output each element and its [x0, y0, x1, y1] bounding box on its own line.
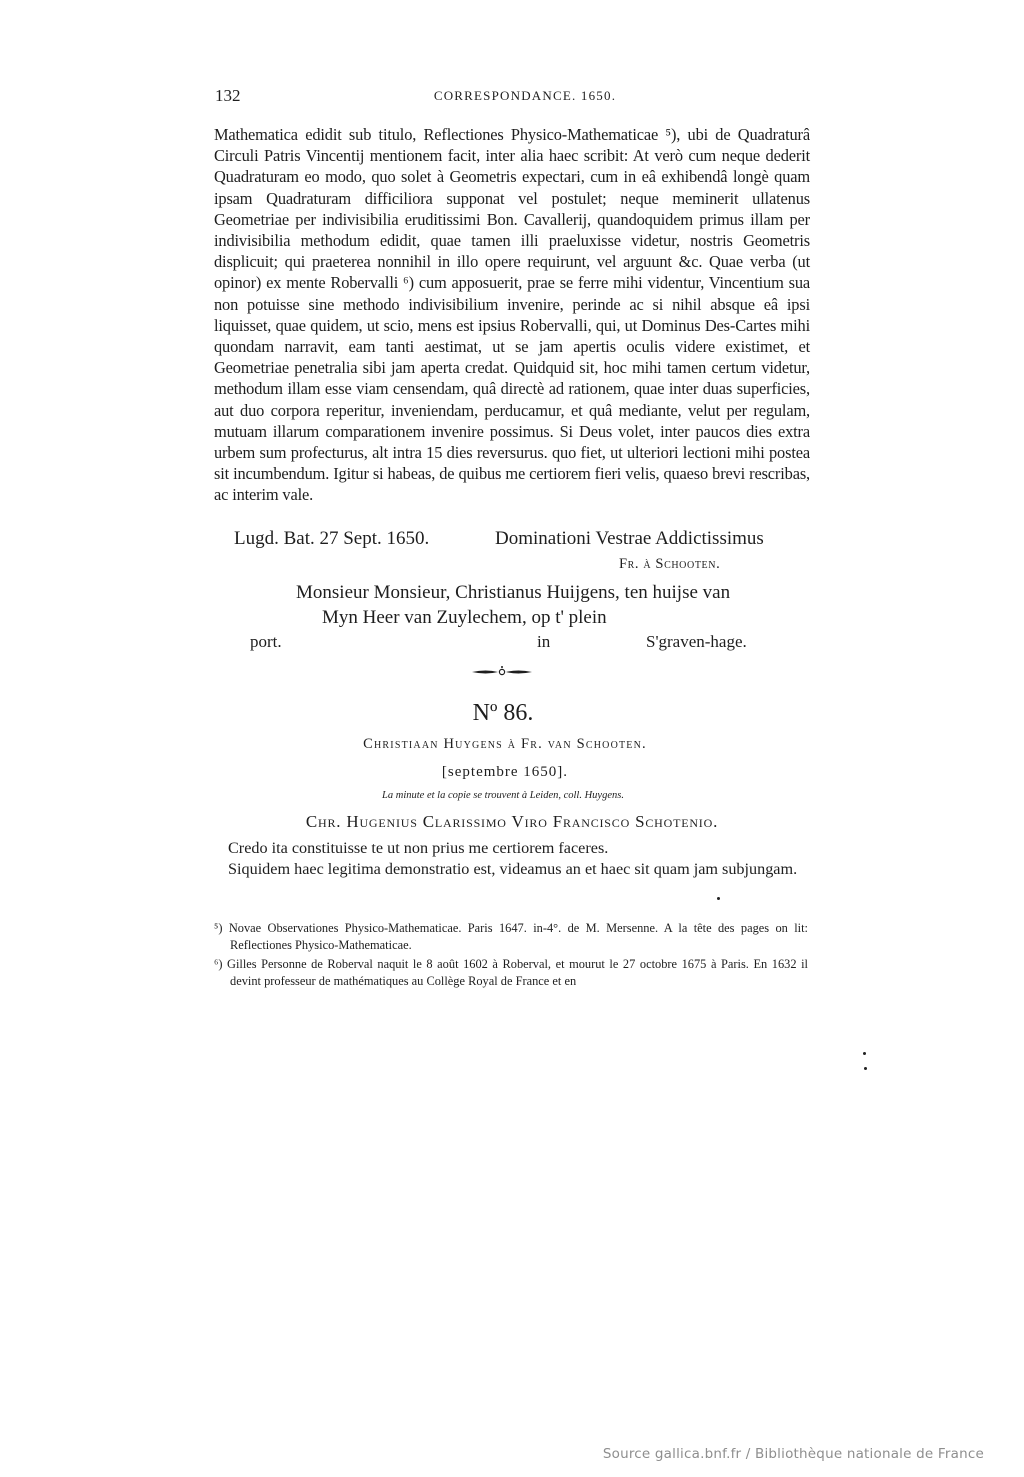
letter-paragraph-1: Credo ita constituisse te ut non prius me certiorem faceres.: [228, 839, 609, 857]
footnote-6: ⁶) Gilles Personne de Roberval naquit le 8 août 1602 à Roberval, et mourut le 27 octobre 1675 à Paris. En 1632 il devint professeur de mathématiques au Collège Royal de France et en: [214, 957, 808, 988]
address-city: S'graven-hage.: [646, 632, 747, 651]
address-line-2: Myn Heer van Zuylechem, op t' plein: [322, 607, 607, 628]
main-text: [214, 124, 810, 506]
address-port: port.: [250, 632, 282, 651]
address-block: [296, 580, 816, 630]
page-number: 132: [215, 86, 241, 105]
body-paragraph: Mathematica edidit sub titulo, Reflectiones Physico-Mathematicae ⁵), ubi de Quadraturâ Circuli Patris Vincentij mentionem facit, inter alia haec scribit: At verò cum neque dederit Quadraturam eo modo, quo solet à Geometris expectari, cum in eâ exhibendâ longè quam ipsam Quadraturam difficiliora supponat vel postulet; neque meminerit ullatenus Geometriae per indivisibilia eruditissimi Bon. Cavallerij, quandoquidem primus illam per indivisibilia methodum edidit, quae tamen illi praeluxisse videtur, nostris Geometris displicuit; qui praeterea nonnihil in illo opere requirunt, vel arguunt &c. Quae verba (ut opinor) ex mente Robervalli ⁶) cum apposuerit, prae se ferre mihi videntur, Vincentium sua non potuisse sine methodo indivisibilium invenire, perinde ac si nihil absque eâ ipsi liquisset, quae quidem, ut scio, mens est ipsius Robervalli, qui, ut Dominus Des-Cartes mihi quondam narravit, eam tanti aestimat, ut se jam apertis oculis videre existimet, et Geometriae penetralia sibi jam aperta credat. Quidquid sit, hoc mihi tamen certum videtur, methodum illam esse viam censendam, quâ directè ad rationem, quae inter duas superficies, aut duo corpora reperitur, inveniendam, perducamur, et quâ mediante, velut per regulam, mutuam illarum comparationem invenire possimus. Si Deus volet, inter paucos dies extra urbem sum profecturus, alt intra 15 dies reversurus. quo fiet, ut ulteriori lectioni mihi postea sit incumbendum. Igitur si habeas, de quibus me certiorem fieri velis, quaeso brevi rescribas, ac interim vale.: [214, 125, 810, 505]
footnote-5: ⁵) Novae Observationes Physico-Mathematicae. Paris 1647. in-4°. de M. Mersenne. A la tête des pages on lit: Reflectiones Physico-Mathematicae.: [214, 921, 808, 952]
source-credit: Source gallica.bnf.fr / Bibliothèque nationale de France: [602, 1446, 984, 1462]
speck-mark: [864, 1067, 867, 1070]
signature-place-date: Lugd. Bat. 27 Sept. 1650.: [234, 528, 430, 549]
letter-source-note: La minute et la copie se trouvent à Leiden, coll. Huygens.: [382, 790, 624, 801]
letter-number: Nº 86.: [472, 700, 534, 726]
signature-formula: Dominationi Vestrae Addictissimus: [495, 528, 764, 549]
letter-paragraph-2: Siquidem haec legitima demonstratio est, videamus an et haec sit quam jam subjungam.: [228, 860, 798, 878]
running-title: CORRESPONDANCE. 1650.: [433, 88, 617, 103]
letter-title: Christiaan Huygens à Fr. van Schooten.: [363, 736, 647, 752]
ornament-divider-icon: [470, 664, 534, 680]
running-head: [215, 86, 805, 108]
letter-salutation: Chr. Hugenius Clarissimo Viro Francisco Schotenio.: [305, 812, 719, 831]
address-line-1: Monsieur Monsieur, Christianus Huijgens, ten huijse van: [296, 582, 731, 603]
signature-name: Fr. à Schooten.: [619, 556, 721, 572]
letter-date: [septembre 1650].: [441, 764, 569, 780]
letter-body: [214, 838, 808, 880]
speck-mark: [863, 1052, 866, 1055]
address-in: in: [537, 632, 551, 651]
speck-mark: [717, 897, 720, 900]
footnotes: [214, 920, 808, 992]
